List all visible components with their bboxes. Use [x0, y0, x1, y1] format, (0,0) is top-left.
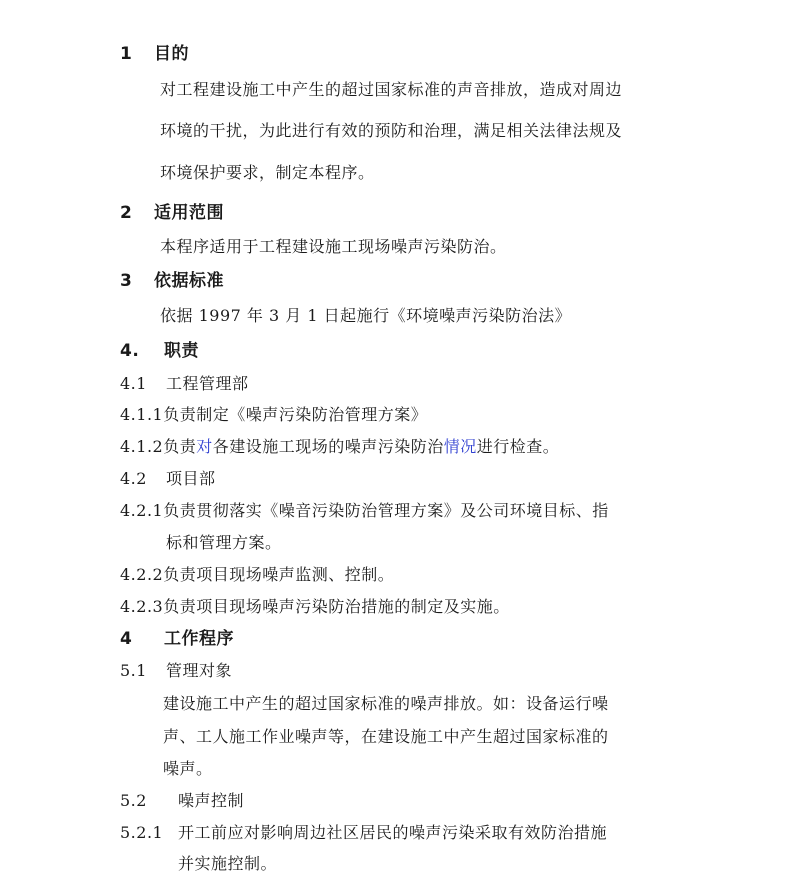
section-number: 3	[120, 271, 133, 291]
highlighted-text: 对	[196, 437, 213, 456]
item-5-2-1	[120, 822, 607, 844]
item-continuation-line: 标和管理方案。	[166, 533, 282, 552]
item-4-1-1	[120, 404, 427, 426]
subsection-number: 4.1	[120, 374, 147, 393]
item-text: 负责项目现场噪声监测、控制。	[163, 565, 395, 584]
subsection-4-1-heading	[120, 373, 249, 395]
paragraph-line: 环境的干扰，为此进行有效的预防和治理，满足相关法律法规及	[160, 121, 623, 140]
section-title: 目的	[154, 44, 189, 64]
section-title: 适用范围	[154, 203, 224, 223]
subsection-number: 4.2	[120, 469, 147, 488]
subsection-5-1-heading	[120, 660, 232, 682]
subsection-number: 5.2	[120, 791, 147, 810]
item-number: 4.2.2	[120, 565, 164, 584]
item-text: 进行检查。	[476, 437, 560, 456]
subsection-title: 项目部	[166, 469, 216, 488]
section-number: 2	[120, 203, 133, 223]
section-number: 4.	[120, 341, 140, 361]
item-text: 各建设施工现场的噪声污染防治	[212, 437, 444, 456]
section-3-heading	[120, 270, 224, 292]
highlighted-text: 情况	[443, 437, 477, 456]
subsection-title: 管理对象	[166, 661, 233, 680]
item-text: 开工前应对影响周边社区居民的噪声污染采取有效防治措施	[178, 823, 608, 842]
section-title: 工作程序	[164, 629, 234, 649]
item-text: 负责	[163, 437, 197, 456]
section-1-heading	[120, 43, 189, 65]
paragraph-line: 依据 1997 年 3 月 1 日起施行《环境噪声污染防治法》	[160, 306, 572, 325]
paragraph-line: 环境保护要求，制定本程序。	[160, 163, 375, 182]
paragraph-line: 本程序适用于工程建设施工现场噪声污染防治。	[160, 237, 507, 256]
subsection-5-2-heading	[120, 790, 244, 812]
subsection-number: 5.1	[120, 661, 147, 680]
section-title: 依据标准	[154, 271, 224, 291]
paragraph-line: 对工程建设施工中产生的超过国家标准的声音排放，造成对周边	[160, 80, 623, 99]
section-number: 1	[120, 44, 133, 64]
item-4-2-2	[120, 564, 394, 586]
item-4-2-3	[120, 596, 510, 618]
section-work-procedure-heading	[120, 628, 234, 650]
section-2-heading	[120, 202, 224, 224]
item-text: 负责制定《噪声污染防治管理方案》	[163, 405, 428, 424]
paragraph-line: 噪声。	[163, 759, 213, 778]
subsection-title: 噪声控制	[178, 791, 245, 810]
item-4-1-2	[120, 436, 559, 458]
item-number: 4.2.3	[120, 597, 164, 616]
section-4-heading	[120, 340, 199, 362]
section-number: 4	[120, 629, 133, 649]
section-title: 职责	[164, 341, 199, 361]
item-number: 4.2.1	[120, 501, 164, 520]
item-continuation-line: 并实施控制。	[178, 854, 278, 873]
item-text: 负责贯彻落实《噪音污染防治管理方案》及公司环境目标、指	[163, 501, 609, 520]
item-text: 负责项目现场噪声污染防治措施的制定及实施。	[163, 597, 510, 616]
item-number: 4.1.2	[120, 437, 164, 456]
subsection-4-2-heading	[120, 468, 216, 490]
item-number: 4.1.1	[120, 405, 164, 424]
paragraph-line: 建设施工中产生的超过国家标准的噪声排放。如：设备运行噪	[163, 694, 609, 713]
item-4-2-1	[120, 500, 609, 522]
paragraph-line: 声、工人施工作业噪声等，在建设施工中产生超过国家标准的	[163, 727, 609, 746]
subsection-title: 工程管理部	[166, 374, 249, 393]
item-number: 5.2.1	[120, 823, 164, 842]
